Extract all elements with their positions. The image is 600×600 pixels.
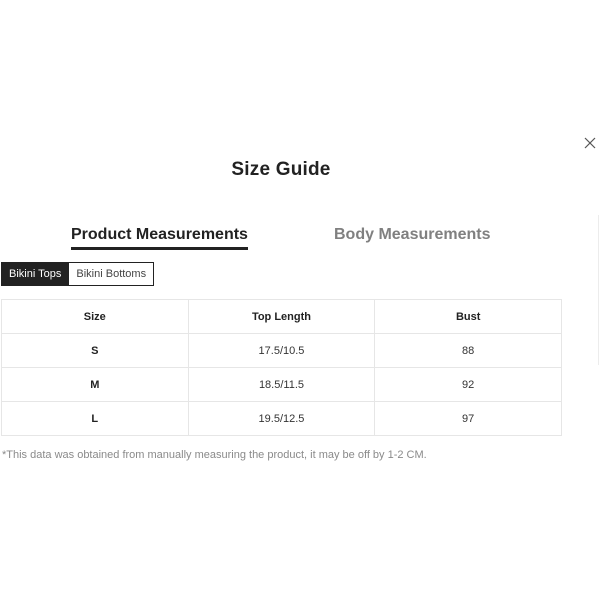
- modal-title: Size Guide: [231, 159, 331, 180]
- subtab-bikini-tops[interactable]: Bikini Tops: [1, 262, 69, 286]
- table-row: [2, 402, 562, 436]
- top-length-cell: 19.5/12.5: [188, 402, 375, 436]
- column-header-size: Size: [2, 300, 189, 334]
- table-row: [2, 368, 562, 402]
- size-cell: S: [2, 334, 189, 368]
- subtab-bikini-bottoms[interactable]: Bikini Bottoms: [69, 262, 154, 286]
- measurement-note: *This data was obtained from manually measuring the product, it may be off by 1-2 CM.: [2, 449, 427, 461]
- tab-body-measurements[interactable]: Body Measurements: [334, 226, 491, 243]
- close-icon: [582, 135, 598, 151]
- close-button[interactable]: [582, 135, 598, 151]
- column-header-top-length: Top Length: [188, 300, 375, 334]
- top-length-cell: 18.5/11.5: [188, 368, 375, 402]
- bust-cell: 97: [375, 402, 562, 436]
- scroll-track: [598, 215, 599, 365]
- tab-product-measurements[interactable]: Product Measurements: [71, 226, 248, 250]
- size-cell: M: [2, 368, 189, 402]
- column-header-bust: Bust: [375, 300, 562, 334]
- bust-cell: 88: [375, 334, 562, 368]
- size-table: [1, 299, 562, 436]
- size-cell: L: [2, 402, 189, 436]
- table-row: [2, 334, 562, 368]
- table-header-row: [2, 300, 562, 334]
- measurement-tabs: [0, 226, 562, 252]
- bust-cell: 92: [375, 368, 562, 402]
- category-subtabs: [1, 262, 154, 286]
- top-length-cell: 17.5/10.5: [188, 334, 375, 368]
